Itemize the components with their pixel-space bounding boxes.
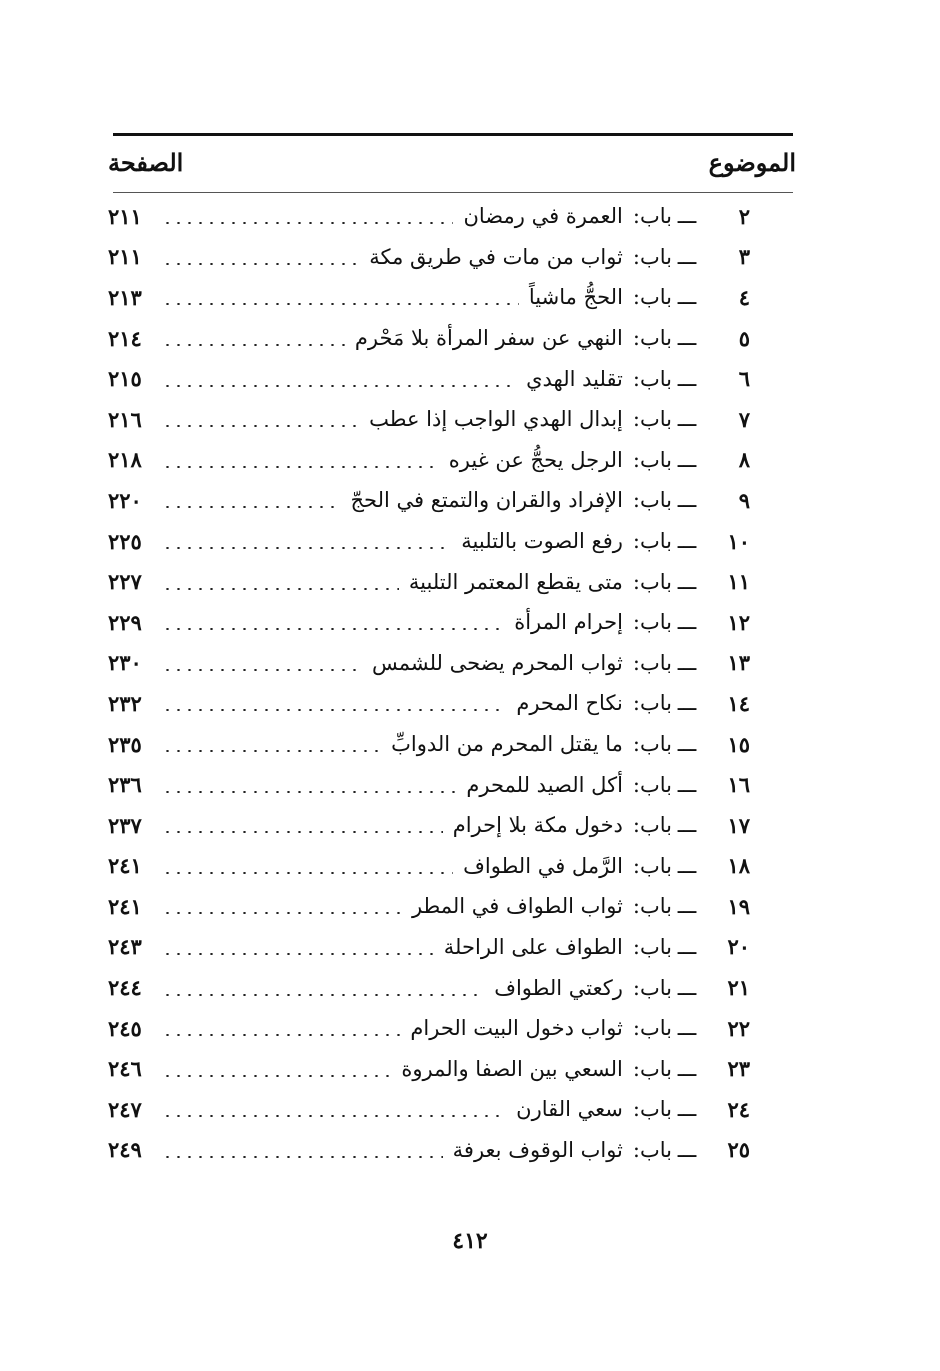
dot-leader <box>162 303 519 305</box>
entry-number: ٢٣ <box>727 1056 750 1082</box>
dot-leader <box>162 709 506 711</box>
entry-number: ٢٤ <box>727 1096 750 1122</box>
entry-keyword: باب: <box>632 529 672 554</box>
entry-page: ٢٤١ <box>108 853 142 879</box>
entry-keyword: باب: <box>632 650 672 675</box>
toc-header <box>108 140 796 184</box>
entry-title: إبدال الهدي الواجب إذا عطب <box>369 407 623 432</box>
entry-page: ٢٤٩ <box>108 1137 142 1163</box>
entry-keyword: باب: <box>632 407 672 432</box>
dot-leader <box>162 466 439 468</box>
toc-entry <box>108 1130 750 1171</box>
entry-dash: ـــ <box>677 1137 697 1162</box>
toc-entry <box>108 927 750 968</box>
toc-entry <box>108 237 750 278</box>
entry-number: ٣ <box>738 244 750 270</box>
toc-entry <box>108 1008 750 1049</box>
entry-number: ٢١ <box>727 975 750 1001</box>
entry-number: ٢٥ <box>727 1137 750 1163</box>
entry-keyword: باب: <box>632 447 672 472</box>
entry-title: الرجل يحجُّ عن غيره <box>448 447 623 472</box>
entry-title: ركعتي الطواف <box>494 975 623 1000</box>
entry-page: ٢٣٦ <box>108 772 142 798</box>
entry-title: ثواب الطواف في المطر <box>411 894 623 919</box>
entry-dash: ـــ <box>677 1097 697 1122</box>
toc-entry <box>108 886 750 927</box>
entry-keyword: باب: <box>632 1056 672 1081</box>
entry-keyword: باب: <box>632 569 672 594</box>
entry-page: ٢٣٢ <box>108 690 142 716</box>
toc-entry <box>108 1089 750 1130</box>
page-number: ٤١٢ <box>452 1228 488 1254</box>
entry-dash: ـــ <box>677 407 697 432</box>
dot-leader <box>162 1075 391 1077</box>
entry-keyword: باب: <box>632 244 672 269</box>
entry-keyword: باب: <box>632 1016 672 1041</box>
entry-number: ٤ <box>738 284 750 310</box>
entry-number: ١٠ <box>727 528 750 554</box>
entry-title: رفع الصوت بالتلبية <box>461 529 623 554</box>
entry-dash: ـــ <box>677 691 697 716</box>
entry-keyword: باب: <box>632 326 672 351</box>
dot-leader <box>162 669 362 671</box>
entry-keyword: باب: <box>632 1137 672 1162</box>
toc-entry <box>108 1048 750 1089</box>
entry-title: سعي القارن <box>516 1097 623 1122</box>
entry-keyword: باب: <box>632 934 672 959</box>
toc-entry <box>108 764 750 805</box>
entry-page: ٢٣٥ <box>108 731 142 757</box>
dot-leader <box>162 385 516 387</box>
entry-dash: ـــ <box>677 650 697 675</box>
entry-page: ٢١٣ <box>108 284 142 310</box>
entry-dash: ـــ <box>677 326 697 351</box>
dot-leader <box>162 994 484 996</box>
dot-leader <box>162 628 504 630</box>
entry-dash: ـــ <box>677 732 697 757</box>
entry-number: ١٥ <box>727 731 750 757</box>
entry-keyword: باب: <box>632 488 672 513</box>
toc-entry <box>108 967 750 1008</box>
entry-title: ثواب من مات في طريق مكة <box>369 244 623 269</box>
entry-page: ٢١١ <box>108 244 142 270</box>
entry-number: ١٧ <box>727 812 750 838</box>
entry-number: ٢٠ <box>727 934 750 960</box>
entry-title: أكل الصيد للمحرم <box>466 772 623 797</box>
entry-title: متى يقطع المعتمر التلبية <box>408 569 623 594</box>
entry-dash: ـــ <box>677 488 697 513</box>
entry-number: ١٤ <box>727 690 750 716</box>
dot-leader <box>162 263 359 265</box>
entry-keyword: باب: <box>632 691 672 716</box>
entry-dash: ـــ <box>677 569 697 594</box>
entry-number: ٢ <box>738 203 750 229</box>
entry-page: ٢٢٧ <box>108 569 142 595</box>
entry-number: ٨ <box>738 447 750 473</box>
entry-page: ٢٤٥ <box>108 1015 142 1041</box>
entry-dash: ـــ <box>677 934 697 959</box>
entry-keyword: باب: <box>632 894 672 919</box>
entry-title: الحجُّ ماشياً <box>528 285 623 310</box>
entry-page: ٢٤١ <box>108 893 142 919</box>
entry-page: ٢٣٧ <box>108 812 142 838</box>
entry-keyword: باب: <box>632 1097 672 1122</box>
dot-leader <box>162 222 453 224</box>
entry-number: ٥ <box>738 325 750 351</box>
entry-dash: ـــ <box>677 447 697 472</box>
entry-number: ٩ <box>738 487 750 513</box>
dot-leader <box>162 1156 443 1158</box>
dot-leader <box>162 344 345 346</box>
entry-title: ثواب المحرم يضحى للشمس <box>371 650 623 675</box>
dot-leader <box>162 506 340 508</box>
toc-entry <box>108 521 750 562</box>
entry-page: ٢٤٤ <box>108 975 142 1001</box>
entry-number: ٦ <box>738 366 750 392</box>
dot-leader <box>162 547 451 549</box>
entry-title: ثواب الوقوف بعرفة <box>452 1137 623 1162</box>
entry-number: ١٩ <box>727 893 750 919</box>
dot-leader <box>162 1034 400 1036</box>
toc-entry <box>108 480 750 521</box>
toc-entry <box>108 318 750 359</box>
toc-entry <box>108 724 750 765</box>
entry-title: العمرة في رمضان <box>463 204 623 229</box>
entry-dash: ـــ <box>677 853 697 878</box>
entry-dash: ـــ <box>677 1016 697 1041</box>
entry-page: ٢٢٥ <box>108 528 142 554</box>
entry-number: ١٢ <box>727 609 750 635</box>
entry-page: ٢٤٦ <box>108 1056 142 1082</box>
entry-page: ٢١١ <box>108 203 142 229</box>
entry-page: ٢١٦ <box>108 406 142 432</box>
entry-dash: ـــ <box>677 285 697 310</box>
entry-number: ٢٢ <box>727 1015 750 1041</box>
toc-entry <box>108 602 750 643</box>
entry-title: نكاح المحرم <box>516 691 623 716</box>
entry-keyword: باب: <box>632 732 672 757</box>
entry-dash: ـــ <box>677 529 697 554</box>
entry-dash: ـــ <box>677 772 697 797</box>
entry-keyword: باب: <box>632 204 672 229</box>
entry-dash: ـــ <box>677 610 697 635</box>
entry-keyword: باب: <box>632 813 672 838</box>
dot-leader <box>162 912 402 914</box>
entry-keyword: باب: <box>632 853 672 878</box>
dot-leader <box>162 425 359 427</box>
toc-entry <box>108 683 750 724</box>
toc-entry <box>108 440 750 481</box>
entry-dash: ـــ <box>677 366 697 391</box>
entry-keyword: باب: <box>632 366 672 391</box>
toc-list <box>108 196 750 1170</box>
entry-title: الإفراد والقران والتمتع في الحجّ <box>350 488 623 513</box>
entry-page: ٢٢٠ <box>108 487 142 513</box>
dot-leader <box>162 1115 506 1117</box>
entry-number: ١٨ <box>727 853 750 879</box>
entry-title: الطواف على الراحلة <box>443 934 623 959</box>
entry-title: دخول مكة بلا إحرام <box>452 813 623 838</box>
entry-page: ٢٢٩ <box>108 609 142 635</box>
entry-dash: ـــ <box>677 975 697 1000</box>
entry-keyword: باب: <box>632 975 672 1000</box>
entry-number: ١٦ <box>727 772 750 798</box>
entry-page: ٢١٨ <box>108 447 142 473</box>
entry-page: ٢٤٧ <box>108 1096 142 1122</box>
entry-page: ٢١٤ <box>108 325 142 351</box>
entry-title: ما يقتل المحرم من الدوابِّ <box>391 732 623 757</box>
top-rule <box>113 133 793 136</box>
entry-keyword: باب: <box>632 285 672 310</box>
entry-dash: ـــ <box>677 204 697 229</box>
dot-leader <box>162 588 399 590</box>
toc-entry <box>108 358 750 399</box>
entry-page: ٢٣٠ <box>108 650 142 676</box>
dot-leader <box>162 791 456 793</box>
toc-entry <box>108 277 750 318</box>
entry-page: ٢١٥ <box>108 366 142 392</box>
entry-title: السعي بين الصفا والمروة <box>401 1056 623 1081</box>
entry-dash: ـــ <box>677 813 697 838</box>
entry-number: ١٣ <box>727 650 750 676</box>
entry-title: الرَّمل في الطواف <box>463 853 623 878</box>
dot-leader <box>162 953 434 955</box>
toc-entry <box>108 805 750 846</box>
toc-entry <box>108 846 750 887</box>
dot-leader <box>162 750 381 752</box>
header-rule <box>113 192 793 193</box>
entry-keyword: باب: <box>632 610 672 635</box>
toc-entry <box>108 561 750 602</box>
entry-title: النهي عن سفر المرأة بلا مَحْرم <box>354 326 623 351</box>
entry-title: إحرام المرأة <box>514 610 623 635</box>
entry-dash: ـــ <box>677 894 697 919</box>
toc-entry <box>108 399 750 440</box>
entry-title: تقليد الهدي <box>526 366 623 391</box>
entry-dash: ـــ <box>677 1056 697 1081</box>
toc-entry <box>108 643 750 684</box>
dot-leader <box>162 872 453 874</box>
toc-entry <box>108 196 750 237</box>
entry-number: ٧ <box>738 406 750 432</box>
entry-dash: ـــ <box>677 244 697 269</box>
entry-keyword: باب: <box>632 772 672 797</box>
entry-title: ثواب دخول البيت الحرام <box>410 1016 623 1041</box>
topic-column-label: الموضوع <box>708 147 796 177</box>
dot-leader <box>162 831 443 833</box>
page-column-label: الصفحة <box>108 147 184 177</box>
entry-number: ١١ <box>727 569 750 595</box>
entry-page: ٢٤٣ <box>108 934 142 960</box>
